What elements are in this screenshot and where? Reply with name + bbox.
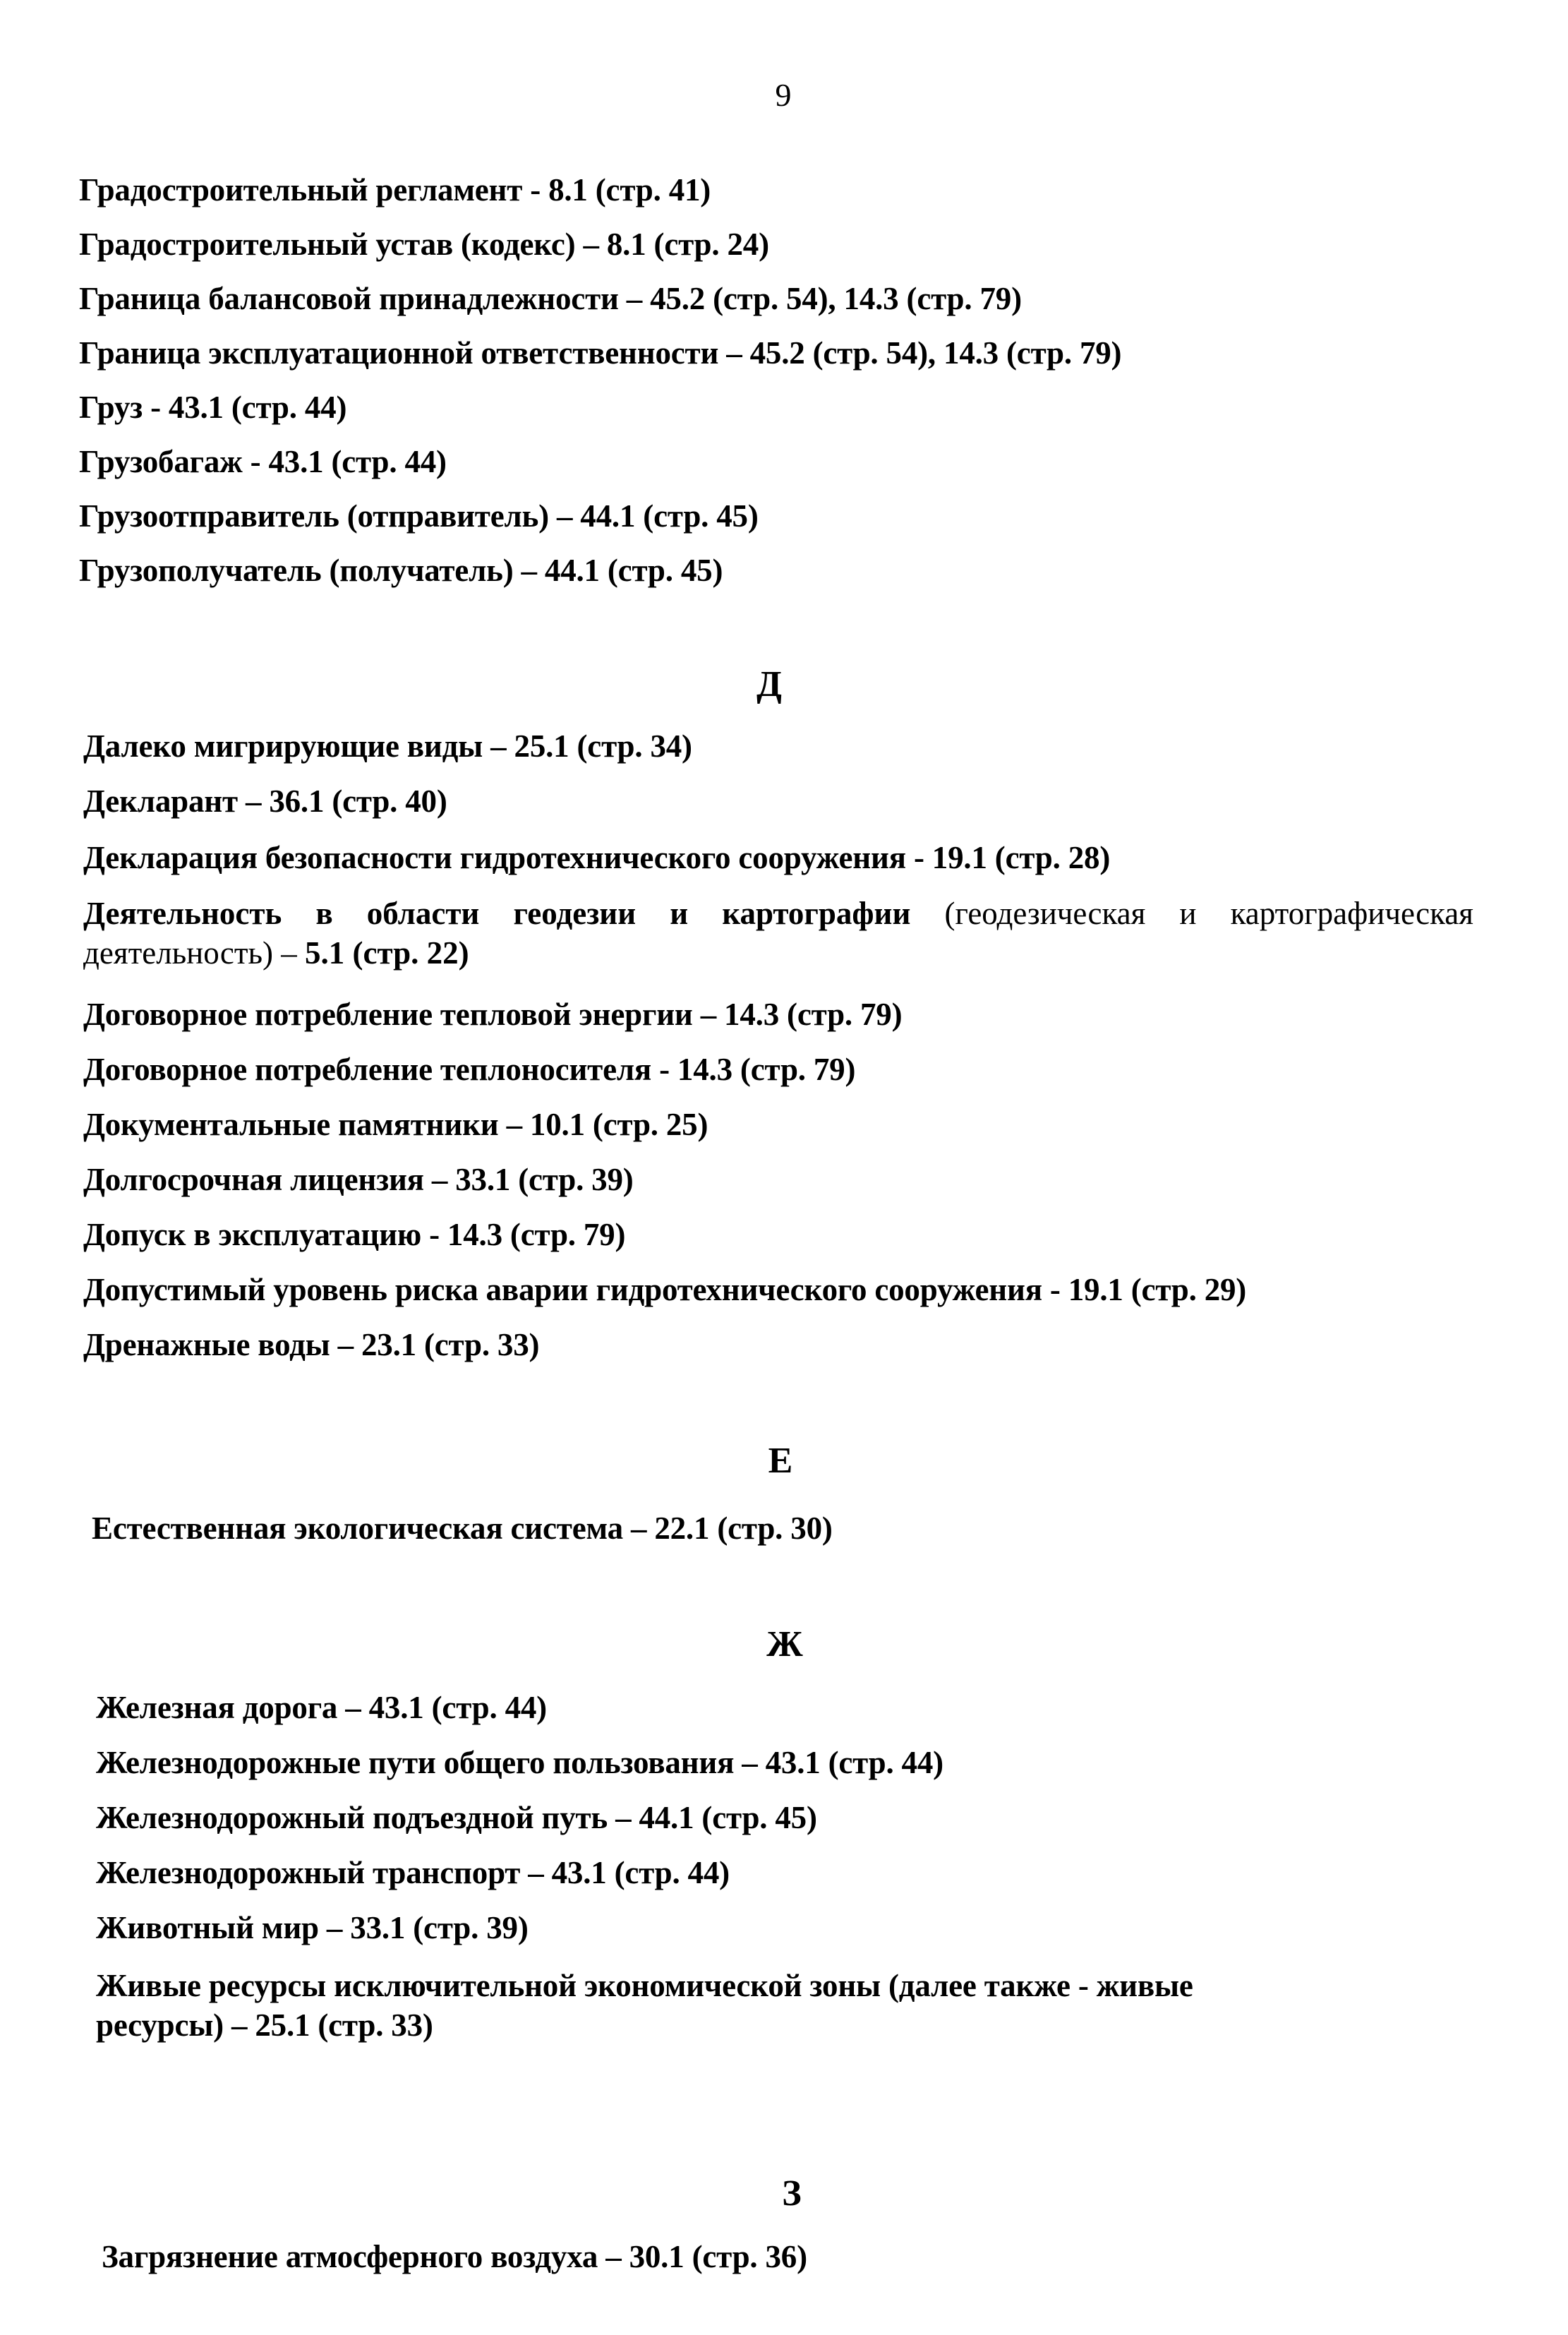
index-entry: Загрязнение атмосферного воздуха – 30.1 (стр. 36) (102, 2239, 807, 2274)
section-letter-z: З (782, 2173, 802, 2214)
index-entry: Дренажные воды – 23.1 (стр. 33) (83, 1327, 540, 1362)
index-entry: Договорное потребление теплоносителя - 14.3 (стр. 79) (83, 1052, 856, 1087)
index-entry: Долгосрочная лицензия – 33.1 (стр. 39) (83, 1162, 634, 1197)
index-entry: Градостроительный регламент - 8.1 (стр. 41) (79, 172, 711, 208)
section-letter-zh: Ж (766, 1624, 803, 1664)
index-entry: Железнодорожные пути общего пользования – 43.1 (стр. 44) (96, 1745, 943, 1780)
wrapped-index-entry (83, 894, 1473, 973)
entry-desc-word: картографическая (1230, 896, 1473, 931)
index-entry: Документальные памятники – 10.1 (стр. 25) (83, 1107, 708, 1142)
index-entry: Железная дорога – 43.1 (стр. 44) (96, 1690, 547, 1725)
index-entry: Железнодорожный транспорт – 43.1 (стр. 44) (96, 1855, 730, 1890)
index-entry: ресурсы) – 25.1 (стр. 33) (96, 2007, 433, 2043)
index-entry: Грузоотправитель (отправитель) – 44.1 (стр. 45) (79, 498, 759, 534)
wrapped-entry-line-2 (83, 933, 1473, 973)
index-entry: Декларант – 36.1 (стр. 40) (83, 784, 447, 819)
section-letter-e: Е (768, 1441, 793, 1481)
entry-term-word: Деятельность (83, 896, 282, 931)
page-number: 9 (775, 77, 792, 113)
index-entry: Допуск в эксплуатацию - 14.3 (стр. 79) (83, 1217, 626, 1252)
section-letter-d: Д (756, 664, 782, 704)
index-entry: Грузобагаж - 43.1 (стр. 44) (79, 444, 447, 479)
index-entry: Естественная экологическая система – 22.1 (стр. 30) (92, 1511, 833, 1546)
entry-reference: 5.1 (стр. 22) (305, 935, 469, 971)
wrapped-entry-line-1 (83, 894, 1473, 933)
index-entry: Далеко мигрирующие виды – 25.1 (стр. 34) (83, 728, 692, 764)
index-entry: Грузополучатель (получатель) – 44.1 (стр. 45) (79, 553, 723, 588)
index-entry: Граница балансовой принадлежности – 45.2 (стр. 54), 14.3 (стр. 79) (79, 281, 1022, 316)
index-entry: Железнодорожный подъездной путь – 44.1 (стр. 45) (96, 1800, 817, 1835)
index-entry: Животный мир – 33.1 (стр. 39) (96, 1910, 529, 1945)
entry-term-word: картографии (722, 896, 911, 931)
entry-desc-word: (геодезическая (944, 896, 1146, 931)
entry-term-word: и (670, 896, 689, 931)
index-entry: Груз - 43.1 (стр. 44) (79, 390, 347, 425)
index-entry: Граница эксплуатационной ответственности – 45.2 (стр. 54), 14.3 (стр. 79) (79, 335, 1122, 371)
index-entry: Договорное потребление тепловой энергии – 14.3 (стр. 79) (83, 997, 903, 1032)
entry-desc-text: деятельность) – (83, 935, 306, 971)
index-entry: Допустимый уровень риска аварии гидротехнического сооружения - 19.1 (стр. 29) (83, 1272, 1247, 1307)
index-entry: Декларация безопасности гидротехнического сооружения - 19.1 (стр. 28) (83, 840, 1111, 875)
index-entry: Градостроительный устав (кодекс) – 8.1 (стр. 24) (79, 227, 769, 262)
entry-desc-word: и (1179, 896, 1197, 931)
index-entry: Живые ресурсы исключительной экономической зоны (далее также - живые (96, 1968, 1193, 2003)
entry-term-word: геодезии (513, 896, 637, 931)
entry-term-word: в (315, 896, 333, 931)
entry-term-word: области (366, 896, 480, 931)
